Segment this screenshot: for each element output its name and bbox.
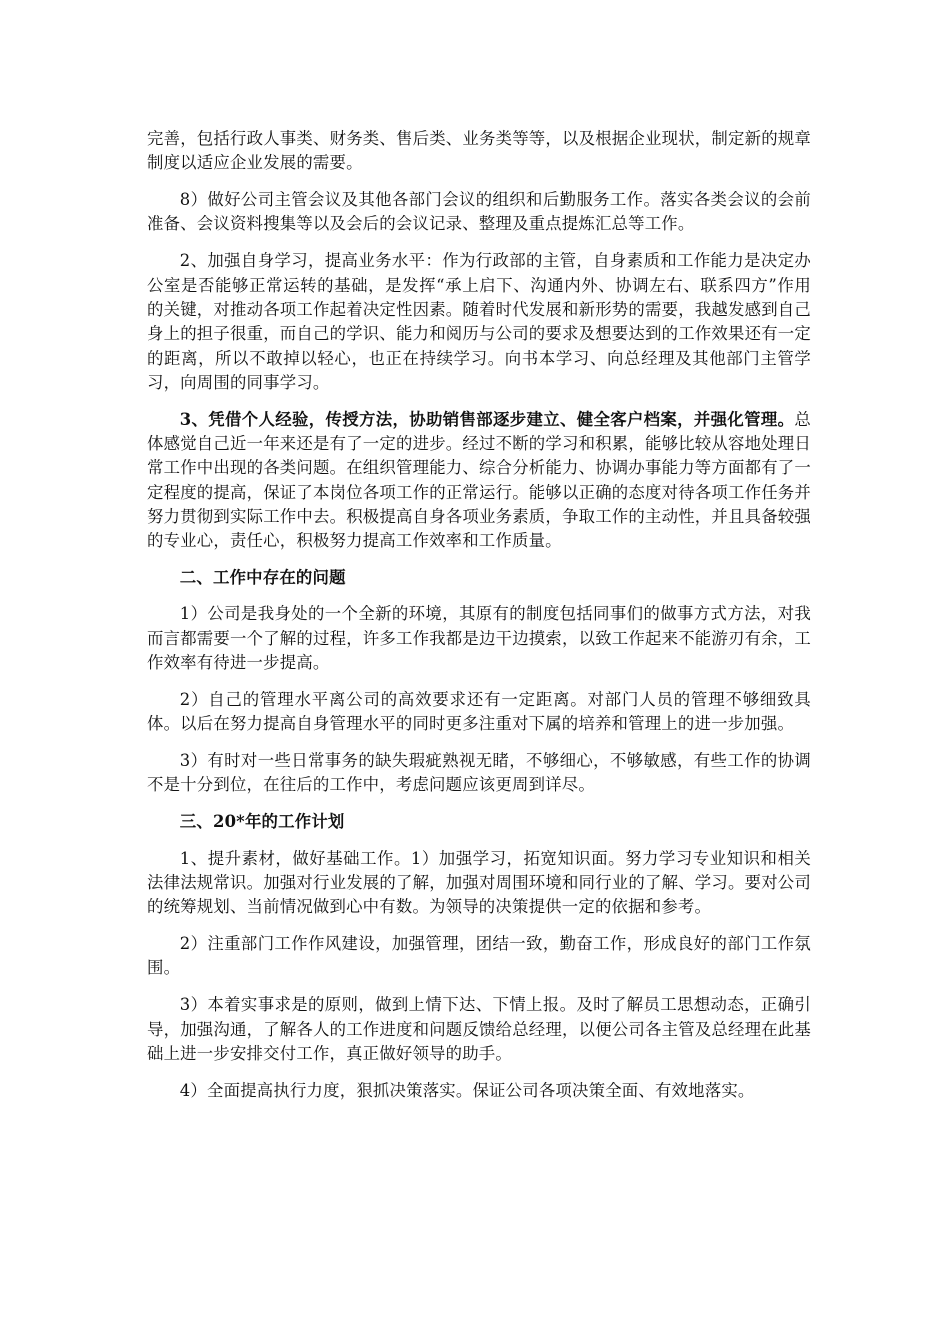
- paragraph-plan-1: 1、提升素材，做好基础工作。1）加强学习，拓宽知识面。努力学习专业知识和相关法律法规常识。加强对行业发展的了解，加强对周围环境和同行业的了解、学习。要对公司的统筹规划、当前情况做到心中有数。为领导的决策提供一定的依据和参考。: [147, 848, 811, 917]
- section-heading-problems: 二、工作中存在的问题: [179, 568, 346, 588]
- paragraph-problem-1: 1）公司是我身处的一个全新的环境，其原有的制度包括同事们的做事方式方法，对我而言都需要一个了解的过程，许多工作我都是边干边摸索，以致工作起来不能游刃有余，工作效率有待进一步提高。: [147, 604, 811, 673]
- paragraph-customer-archive-lead: 3、凭借个人经验，传授方法，协助销售部逐步建立、健全客户档案，并强化管理。: [179, 409, 795, 429]
- paragraph-problem-2: 2）自己的管理水平离公司的高效要求还有一定距离。对部门人员的管理不够细致具体。以后在努力提高自身管理水平的同时更多注重对下属的培养和管理上的进一步加强。: [147, 689, 811, 734]
- paragraph-problem-3: 3）有时对一些日常事务的缺失瑕疵熟视无睹，不够细心，不够敏感，有些工作的协调不是十分到位，在往后的工作中，考虑问题应该更周到详尽。: [147, 751, 811, 795]
- paragraph-continuation: 完善，包括行政人事类、财务类、售后类、业务类等等，以及根据企业现状，制定新的规章制度以适应企业发展的需要。: [147, 129, 811, 173]
- paragraph-customer-archive: [147, 408, 811, 554]
- paragraph-meeting-service: 8）做好公司主管会议及其他各部门会议的组织和后勤服务工作。落实各类会议的会前准备、会议资料搜集等以及会后的会议记录、整理及重点提炼汇总等工作。: [147, 190, 811, 234]
- paragraph-plan-2: 2）注重部门工作作风建设，加强管理，团结一致，勤奋工作，形成良好的部门工作氛围。: [147, 934, 811, 978]
- document-body: [147, 127, 811, 1116]
- section-heading-plan: 三、20*年的工作计划: [179, 812, 345, 832]
- paragraph-plan-3: 3）本着实事求是的原则，做到上情下达、下情上报。及时了解员工思想动态，正确引导，加强沟通，了解各人的工作进度和问题反馈给总经理，以便公司各主管及总经理在此基础上进一步安排交付工作，真正做好领导的助手。: [147, 995, 811, 1063]
- paragraph-plan-4: 4）全面提高执行力度，狠抓决策落实。保证公司各项决策全面、有效地落实。: [179, 1080, 755, 1100]
- paragraph-customer-archive-body: 总体感觉自己近一年来还是有了一定的进步。经过不断的学习和积累，能够比较从容地处理日常工作中出现的各类问题。在组织管理能力、综合分析能力、协调办事能力等方面都有了一定程度的提高，保证了本岗位各项工作的正常运行。能够以正确的态度对待各项工作任务并努力贯彻到实际工作中去。积极提高自身各项业务素质，争取工作的主动性，并且具备较强的专业心，责任心，积极努力提高工作效率和工作质量。: [147, 409, 811, 551]
- paragraph-self-study: 2、加强自身学习，提高业务水平：作为行政部的主管，自身素质和工作能力是决定办公室是否能够正常运转的基础，是发挥“承上启下、沟通内外、协调左右、联系四方”作用的关键，对推动各项工作起着决定性因素。随着时代发展和新形势的需要，我越发感到自己身上的担子很重，而自己的学识、能力和阅历与公司的要求及想要达到的工作效果还有一定的距离，所以不敢掉以轻心，也正在持续学习。向书本学习、向总经理及其他部门主管学习，向周围的同事学习。: [147, 251, 811, 392]
